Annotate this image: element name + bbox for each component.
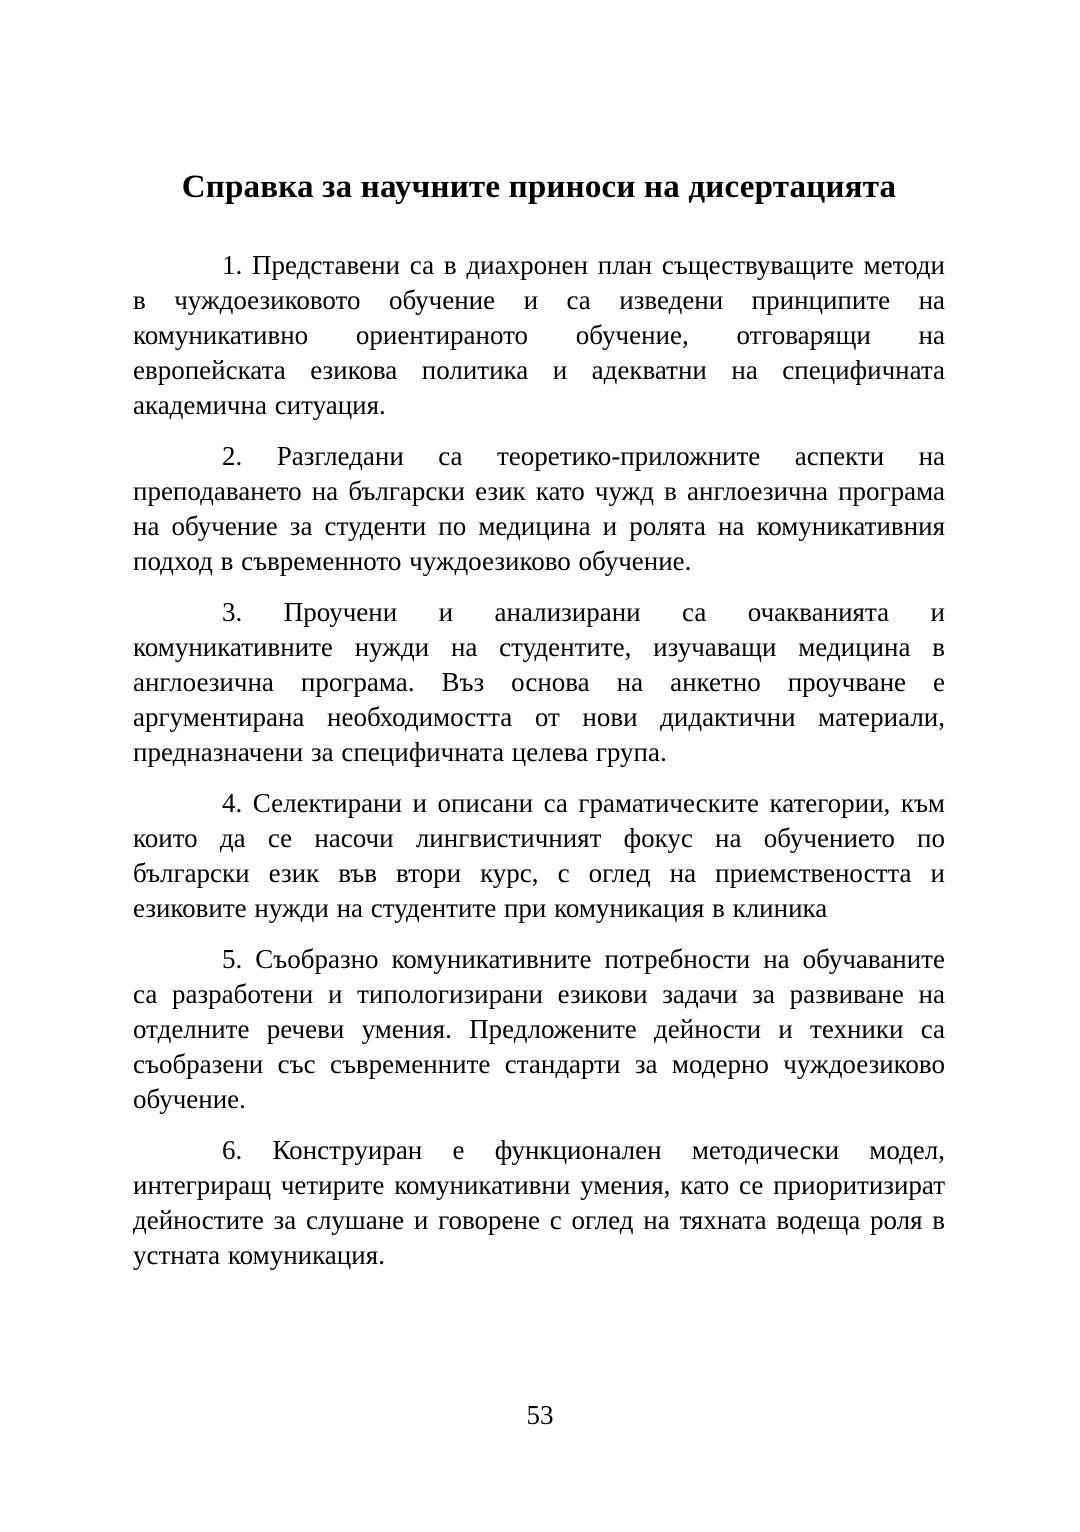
item-6-text: Конструиран е функционален методически модел, интегриращ четирите комуникативни умения, като се приоритизират дейностите за слушане и говорене с оглед на тяхната водеща роля в устната комуникация. (133, 1135, 946, 1270)
item-2-number: 2. (222, 441, 243, 471)
contribution-item-1 (133, 248, 945, 423)
contribution-item-5 (133, 942, 945, 1117)
item-5-number: 5. (222, 944, 243, 974)
contribution-item-6 (133, 1133, 945, 1273)
item-4-number: 4. (222, 788, 243, 818)
item-4-text: Селектирани и описани са граматическите категории, към които да се насочи лингвистичният фокус на обучението по български език във втори курс, с оглед на приемствеността и езиковите нужди на студентите при комуникация в клиника (133, 788, 945, 923)
contribution-item-2 (133, 439, 945, 579)
item-6-number: 6. (222, 1135, 243, 1165)
item-3-number: 3. (222, 597, 243, 627)
page-title: Справка за научните приноси на дисертацията (181, 169, 897, 205)
contribution-item-3 (133, 595, 945, 770)
item-5-text: Съобразно комуникативните потребности на обучаваните са разработени и типологизирани езикови задачи за развиване на отделните речеви умения. Предложените дейности и техники са съобразени със съвременните стандарти за модерно чуждоезиково обучение. (133, 944, 945, 1114)
page-number: 53 (526, 1400, 554, 1430)
document-body (133, 248, 945, 1289)
contribution-item-4 (133, 786, 945, 926)
item-2-text: Разгледани са теоретико-приложните аспекти на преподаването на български език като чужд в англоезична програма на обучение за студенти по медицина и ролята на комуникативния подход в съвременното чуждоезиково обучение. (133, 441, 945, 576)
item-1-number: 1. (222, 250, 243, 280)
item-3-text: Проучени и анализирани са очакванията и комуникативните нужди на студентите, изучаващи медицина в англоезична програма. Въз основа на анкетно проучване е аргументирана необходимостта от нови дидактични материали, предназначени за специфичната целева група. (133, 597, 946, 767)
item-1-text: Представени са в диахронен план съществуващите методи в чуждоезиковото обучение и са изведени принципите на комуникативно ориентираното обучение, отговарящи на европейската езикова политика и адекватни на специфичната академична ситуация. (133, 250, 945, 420)
